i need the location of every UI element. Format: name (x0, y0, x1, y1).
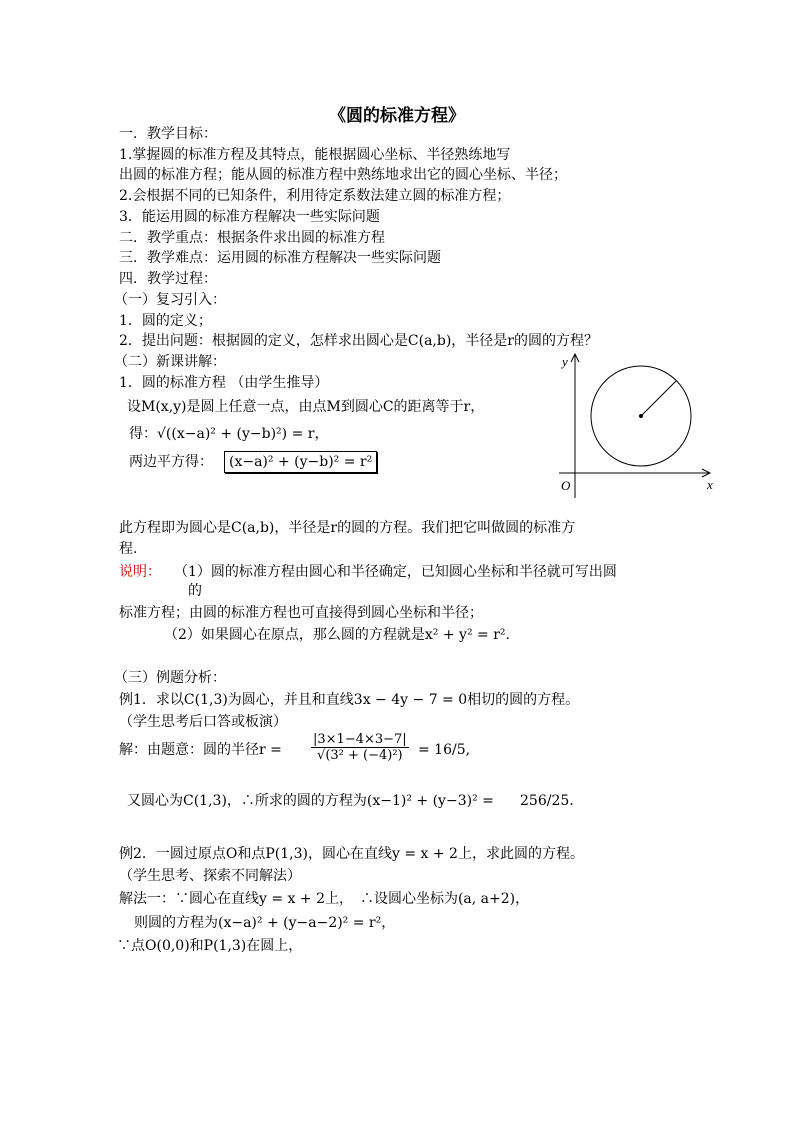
section-difficulty: 三．教学难点：运用圆的标准方程解决一些实际问题 (119, 250, 441, 266)
text-line: 1．圆的标准方程 （由学生推导） (119, 375, 329, 391)
text-line: 程. (119, 541, 138, 557)
example-1: 例1．求以C(1,3)为圆心，并且和直线3x − 4y − 7 = 0相切的圆的方程。 (119, 692, 580, 708)
formula-standard-equation: (x−a)² + (y−b)² = r² (224, 451, 377, 473)
circle-figure (555, 350, 720, 500)
section-process: 四．教学过程： (119, 271, 217, 287)
text-line: （学生思考、探索不同解法） (119, 868, 301, 884)
radius-numerator: |3×1−4×3−7| (313, 732, 407, 747)
y-axis-label: y (562, 354, 568, 369)
text-line: 3．能运用圆的标准方程解决一些实际问题 (119, 209, 380, 225)
solution-1: 解：由题意：圆的半径r = (119, 742, 282, 758)
section-key-point: 二．教学重点：根据条件求出圆的标准方程 (119, 230, 385, 246)
text-line: 1.掌握圆的标准方程及其特点，能根据圆心坐标、半径熟练地写 (119, 147, 511, 163)
subsection-new-lesson: （二）新课讲解： (114, 354, 226, 370)
solution-2: 解法一：∵圆心在直线y = x + 2上， ∴设圆心坐标为(a, a+2)， (119, 891, 530, 907)
note-item-2: （2）如果圆心在原点，那么圆的方程就是x² + y² = r². (164, 627, 510, 643)
note-label: 说明： (119, 564, 161, 580)
text-line: ∵点O(0,0)和P(1,3)在圆上， (117, 938, 303, 954)
result-fraction: 256/25. (520, 793, 574, 809)
text-line: 的 (188, 583, 202, 599)
text-line: 此方程即为圆心是C(a,b)，半径是r的圆的方程。我们把它叫做圆的标准方 (119, 520, 576, 536)
example-2: 例2．一圆过原点O和点P(1,3)，圆心在直线y = x + 2上，求此圆的方程。 (119, 846, 584, 862)
text-line: 1．圆的定义； (119, 313, 212, 329)
note-item-1: （1）圆的标准方程由圆心和半径确定，已知圆心坐标和半径就可写出圆 (174, 564, 617, 580)
radius-line (641, 381, 676, 416)
text-line: 出圆的标准方程；能从圆的标准方程中熟练地求出它的圆心坐标、半径； (119, 167, 567, 183)
subsection-examples: （三）例题分析： (114, 670, 226, 686)
text-line: 2．提出问题：根据圆的定义，怎样求出圆心是C(a,b)，半径是r的圆的方程？ (119, 333, 598, 349)
origin-label: O (561, 478, 571, 493)
text-line: 设M(x,y)是圆上任意一点，由点M到圆心C的距离等于r， (127, 399, 485, 415)
radius-value: = 16/5, (418, 742, 471, 758)
x-axis-label: x (707, 477, 713, 492)
radius-denominator: √(3² + (−4)²) (317, 748, 403, 763)
formula-distance: 得：√((x−a)² + (y−b)²) = r， (129, 426, 329, 442)
text-line: 2.会根据不同的已知条件，利用待定系数法建立圆的标准方程； (119, 188, 511, 204)
text-line: 两边平方得： (129, 454, 213, 470)
solution-1-result: 又圆心为C(1,3)，∴所求的圆的方程为(x−1)² + (y−3)² = (127, 793, 494, 809)
section-objectives: 一．教学目标： (119, 126, 217, 142)
subsection-review: （一）复习引入： (114, 292, 226, 308)
page-title: 《圆的标准方程》 (329, 106, 465, 126)
center-point (639, 414, 643, 418)
text-line: （学生思考后口答或板演） (119, 714, 287, 730)
text-line: 标准方程；由圆的标准方程也可直接得到圆心坐标和半径； (119, 605, 483, 621)
radius-fraction (311, 732, 409, 763)
text-line: 则圆的方程为(x−a)² + (y−a−2)² = r²， (134, 915, 396, 931)
